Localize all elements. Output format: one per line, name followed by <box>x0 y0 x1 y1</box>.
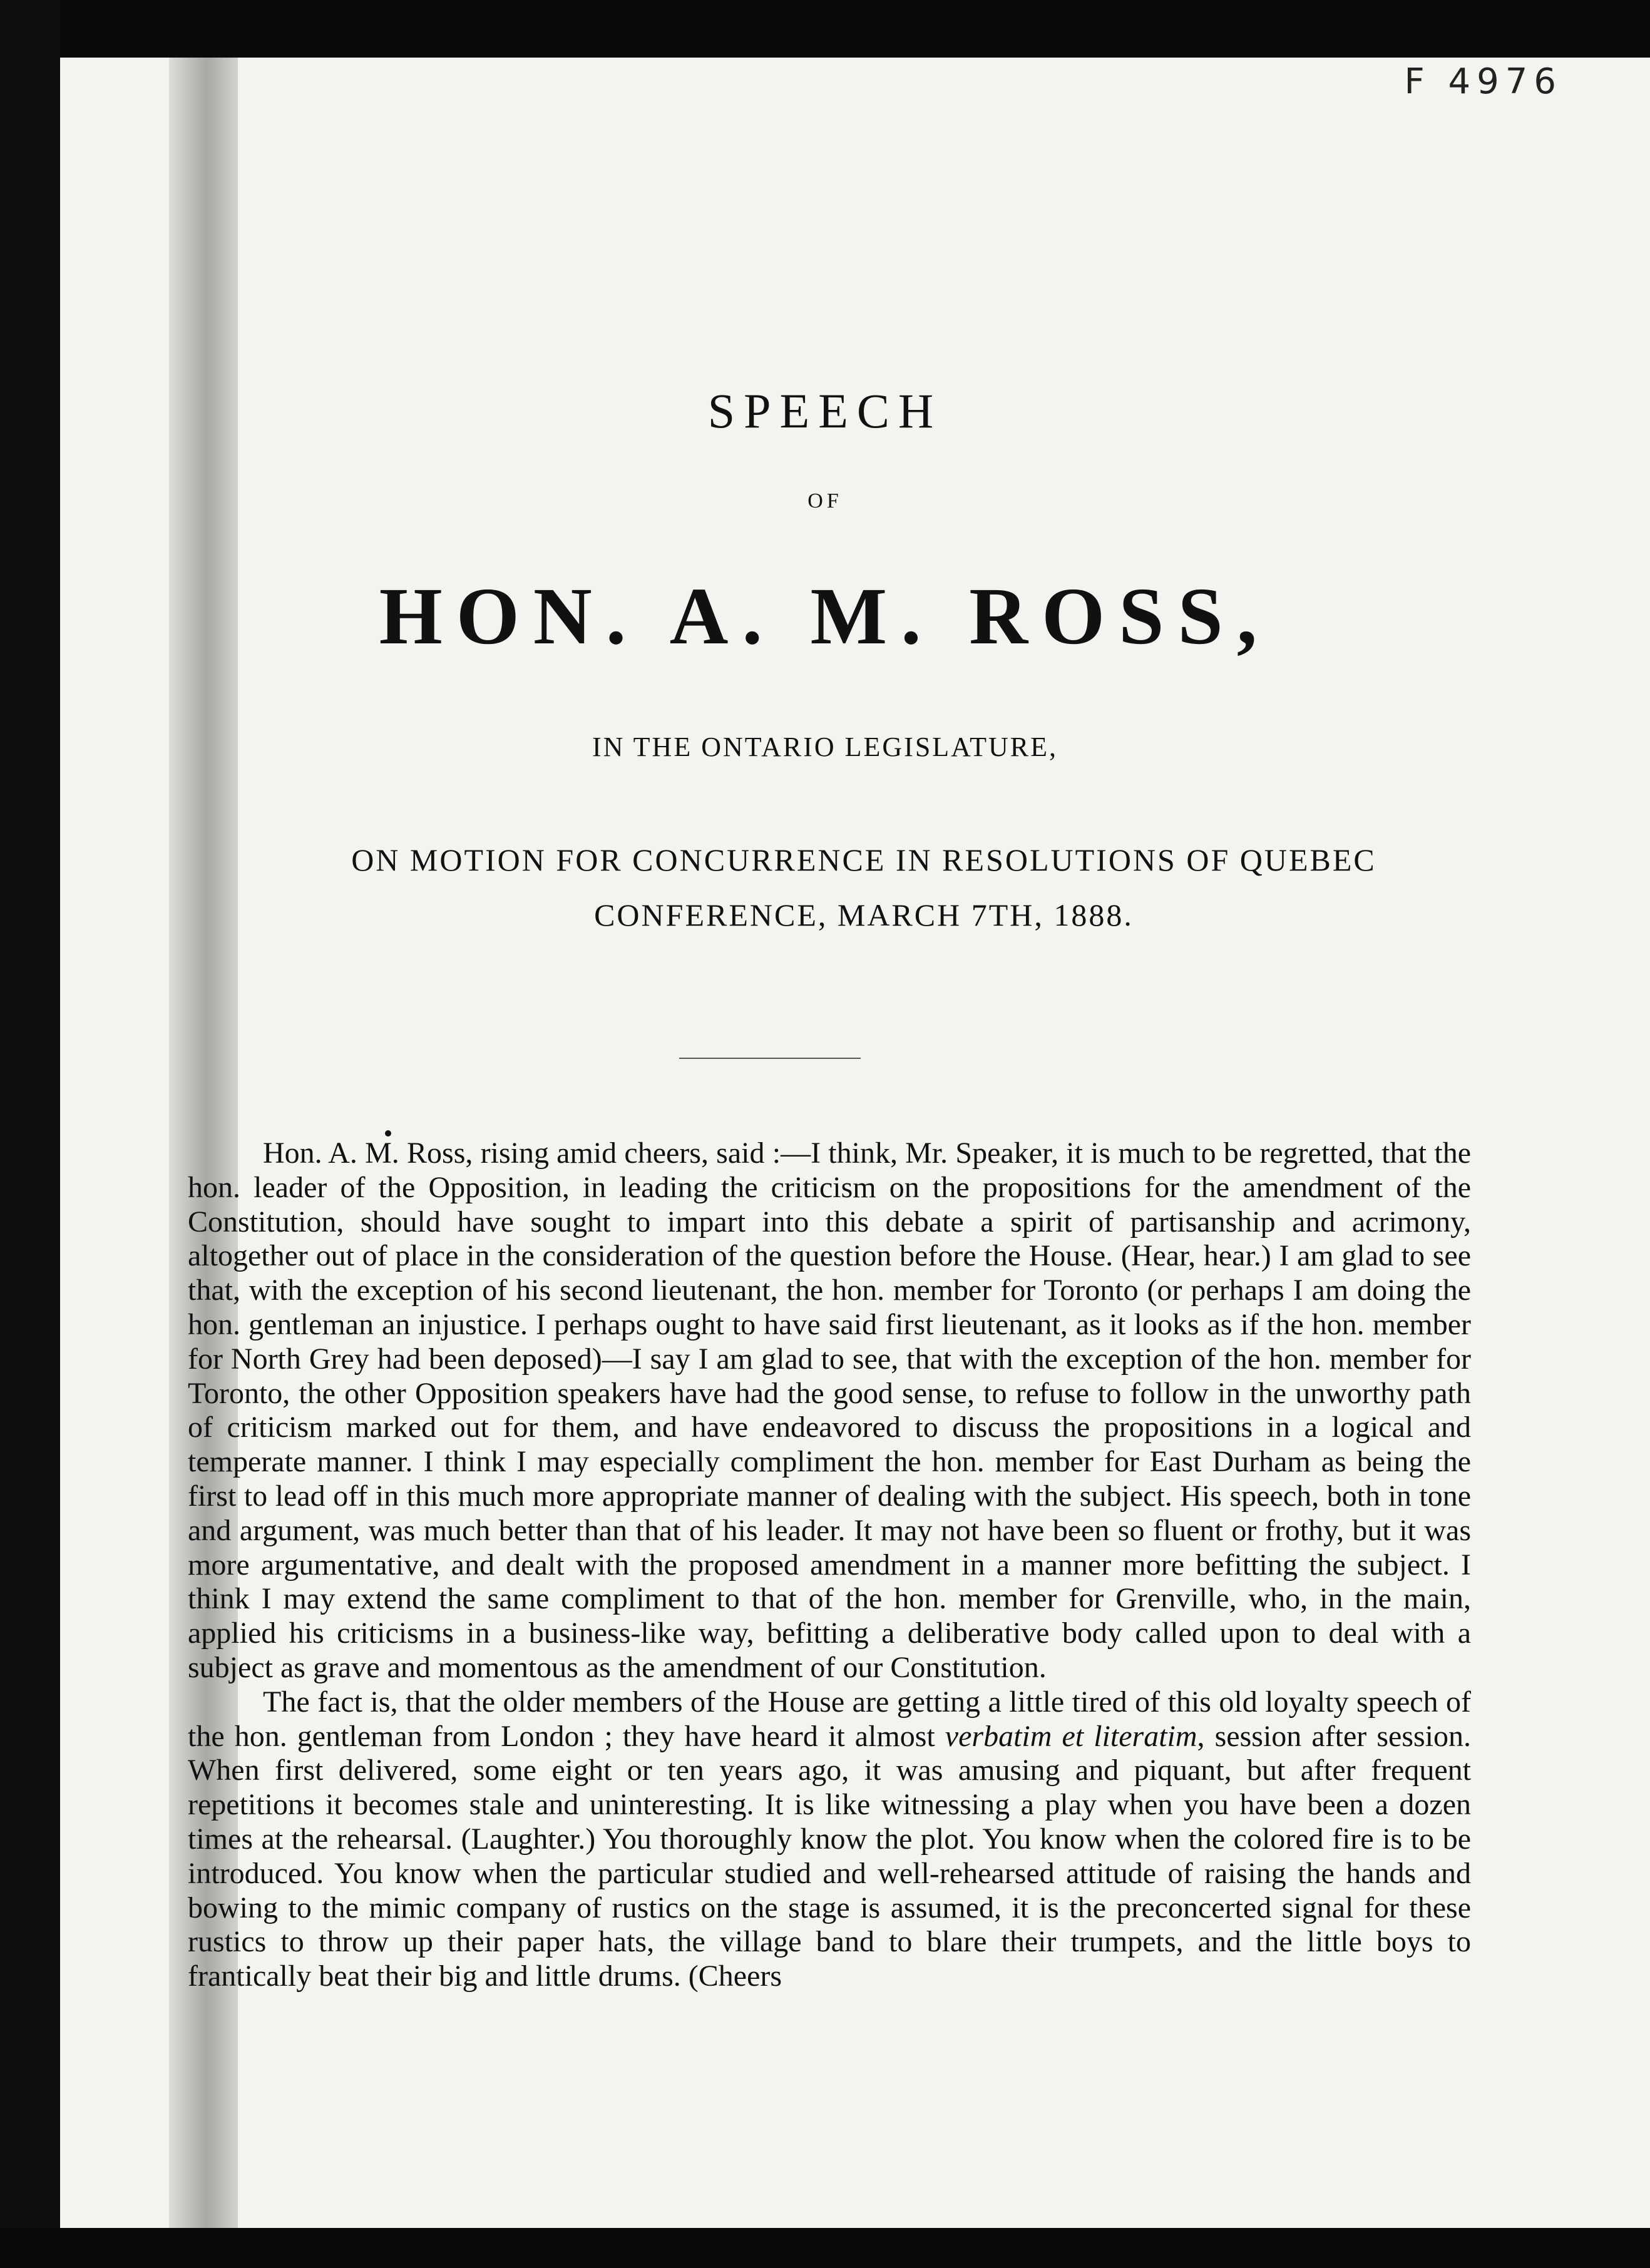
subtitle-legislature: IN THE ONTARIO LEGISLATURE, <box>592 732 1058 762</box>
scan-top-border <box>0 0 1650 58</box>
paragraph-2-part-a: The fact is, that the older members of the House are getting a little tired of this old loyalty speech of the hon. gentleman from London ; they have heard it almost <box>188 1685 1471 1753</box>
ink-dot <box>385 1130 391 1137</box>
speaker-name: HON. A. M. ROSS, <box>379 571 1271 662</box>
paragraph-1: Hon. A. M. Ross, rising amid cheers, said :—I think, Mr. Speaker, it is much to be regretted, that the hon. leader of the Opposition, in leading the criticism on the propositions for the amendment of the Constitution, should have sought to impart into this debate a spirit of partisanship and acrimony, altogether out of place in the consideration of the question before the House. (Hear, hear.) I am glad to see that, with the exception of his second lieutenant, the hon. member for Toronto (or perhaps I am doing the hon. gentleman an injustice. I perhaps ought to have said first lieutenant, as it looks as if the hon. member for North Grey had been deposed)—I say I am glad to see, that with the exception of the hon. member for Toronto, the other Opposition speakers have had the good sense, to refuse to follow in the unworthy path of criticism marked out for them, and have endeavored to discuss the propositions in a logical and temperate manner. I think I may especially compliment the hon. member for East Durham as being the first to lead off in this much more appropriate manner of dealing with the subject. His speech, both in tone and argument, was much better than that of his leader. It may not have been so fluent or frothy, but it was more argumentative, and dealt with the proposed amendment in a manner more befitting the subject. I think I may extend the same compliment to that of the hon. member for Grenville, who, in the main, applied his criticisms in a business-like way, befitting a deliberative body called upon to deal with a subject as grave and momentous as the amendment of our Constitution. <box>188 1137 1471 1684</box>
subtitle-motion: ON MOTION FOR CONCURRENCE IN RESOLUTIONS OF QUEBEC CONFERENCE, MARCH 7TH, 1888. <box>351 842 1376 932</box>
title-of: OF <box>807 489 843 513</box>
speech-body <box>188 1137 1471 1994</box>
latin-phrase: verbatim et literatim <box>945 1719 1197 1753</box>
scan-bottom-border <box>0 2228 1650 2268</box>
paragraph-2 <box>188 1685 1471 1994</box>
catalog-number: F 4976 <box>1404 61 1562 102</box>
divider-rule <box>679 1058 861 1059</box>
title-speech: SPEECH <box>707 384 943 438</box>
paragraph-2-part-b: , session after session. When first delivered, some eight or ten years ago, it was amusing and piquant, but after frequent repetitions it becomes stale and uninteresting. It is like witnessing a play when you have been a dozen times at the rehearsal. (Laughter.) You thoroughly know the plot. You know when the colored fire is to be introduced. You know when the particular studied and well-rehearsed attitude of raising the hands and bowing to the mimic company of rustics on the stage is assumed, it is the preconcerted signal for these rustics to throw up their paper hats, the village band to blare their trumpets, and the little boys to frantically beat their big and little drums. (Cheers <box>188 1719 1472 1993</box>
scan-left-border <box>0 0 60 2268</box>
